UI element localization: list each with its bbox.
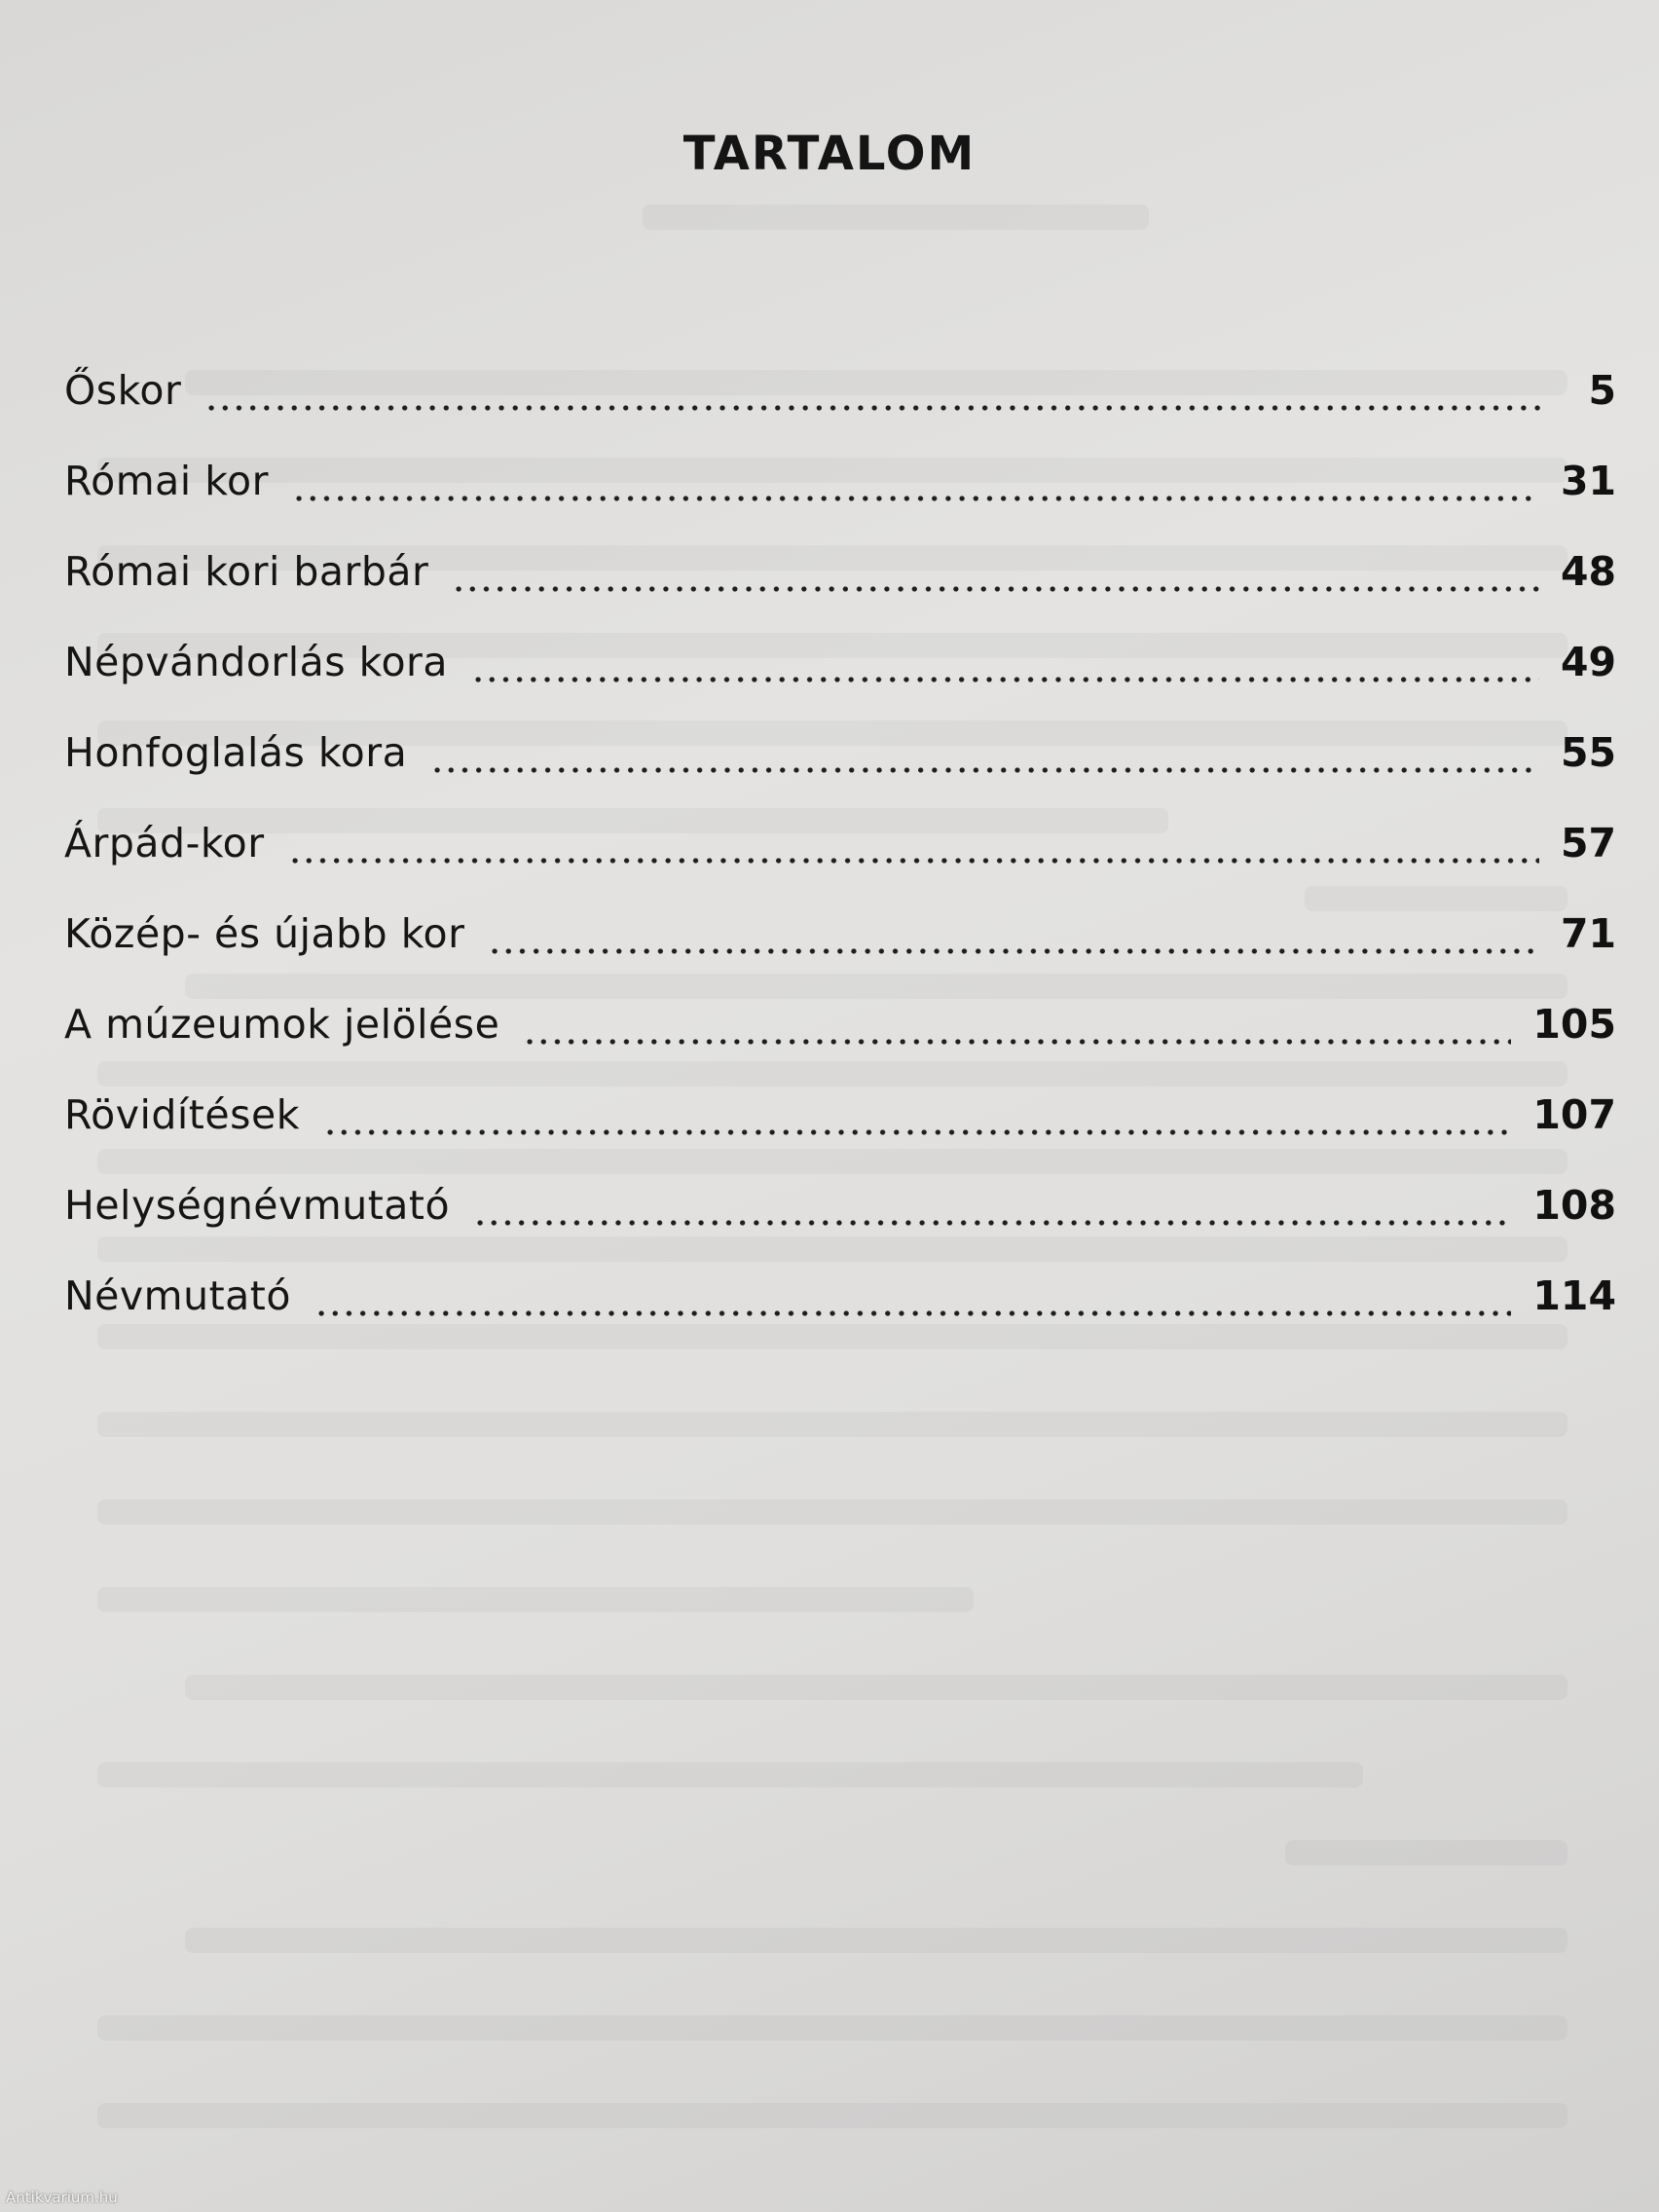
- dot-leader: [314, 1310, 1511, 1316]
- toc-entry: [64, 346, 1616, 436]
- dot-leader: [473, 1220, 1511, 1226]
- toc-entry-label: Népvándorlás kora: [64, 639, 449, 685]
- toc-entry-page-number: 105: [1532, 1001, 1616, 1048]
- toc-entry-page-number: 114: [1532, 1272, 1616, 1319]
- toc-entry: [64, 527, 1616, 617]
- toc-entry: [64, 798, 1616, 889]
- dot-leader: [523, 1039, 1511, 1045]
- dot-leader: [471, 677, 1539, 682]
- toc-entry: [64, 979, 1616, 1070]
- toc-entry: [64, 1251, 1616, 1342]
- dot-leader: [292, 496, 1539, 501]
- dot-leader: [430, 767, 1539, 773]
- toc-entry-page-number: 5: [1588, 367, 1616, 414]
- toc-entry-label: Rövidítések: [64, 1091, 300, 1138]
- toc-entry-page-number: 108: [1532, 1182, 1616, 1229]
- toc-entry-label: Névmutató: [64, 1272, 291, 1319]
- toc-entry-label: Helységnévmutató: [64, 1182, 451, 1229]
- dot-leader: [323, 1129, 1511, 1135]
- toc-entry-label: Árpád-kor: [64, 820, 265, 866]
- toc-entry: [64, 1070, 1616, 1161]
- dot-leader: [488, 948, 1538, 954]
- toc-entry-page-number: 71: [1560, 910, 1616, 957]
- toc-entry: [64, 436, 1616, 527]
- table-of-contents: [64, 346, 1616, 1342]
- toc-entry: [64, 1161, 1616, 1251]
- toc-entry-page-number: 57: [1560, 820, 1616, 866]
- toc-entry: [64, 889, 1616, 979]
- toc-entry-page-number: 107: [1532, 1091, 1616, 1138]
- toc-entry-page-number: 49: [1560, 639, 1616, 685]
- toc-entry-label: A múzeumok jelölése: [64, 1001, 500, 1048]
- toc-entry-label: Római kori barbár: [64, 548, 429, 595]
- toc-entry: [64, 617, 1616, 708]
- toc-entry-label: Honfoglalás kora: [64, 729, 408, 776]
- toc-entry-label: Közép- és újabb kor: [64, 910, 465, 957]
- dot-leader: [288, 858, 1539, 864]
- watermark: Antikvarium.hu: [6, 2189, 118, 2206]
- toc-entry-label: Őskor: [64, 367, 182, 414]
- toc-entry-page-number: 31: [1560, 458, 1616, 504]
- dot-leader: [452, 586, 1539, 592]
- dot-leader: [204, 405, 1546, 411]
- toc-entry-page-number: 55: [1560, 729, 1616, 776]
- toc-entry-label: Római kor: [64, 458, 269, 504]
- toc-entry: [64, 708, 1616, 798]
- toc-entry-page-number: 48: [1560, 548, 1616, 595]
- page-title: TARTALOM: [682, 127, 977, 181]
